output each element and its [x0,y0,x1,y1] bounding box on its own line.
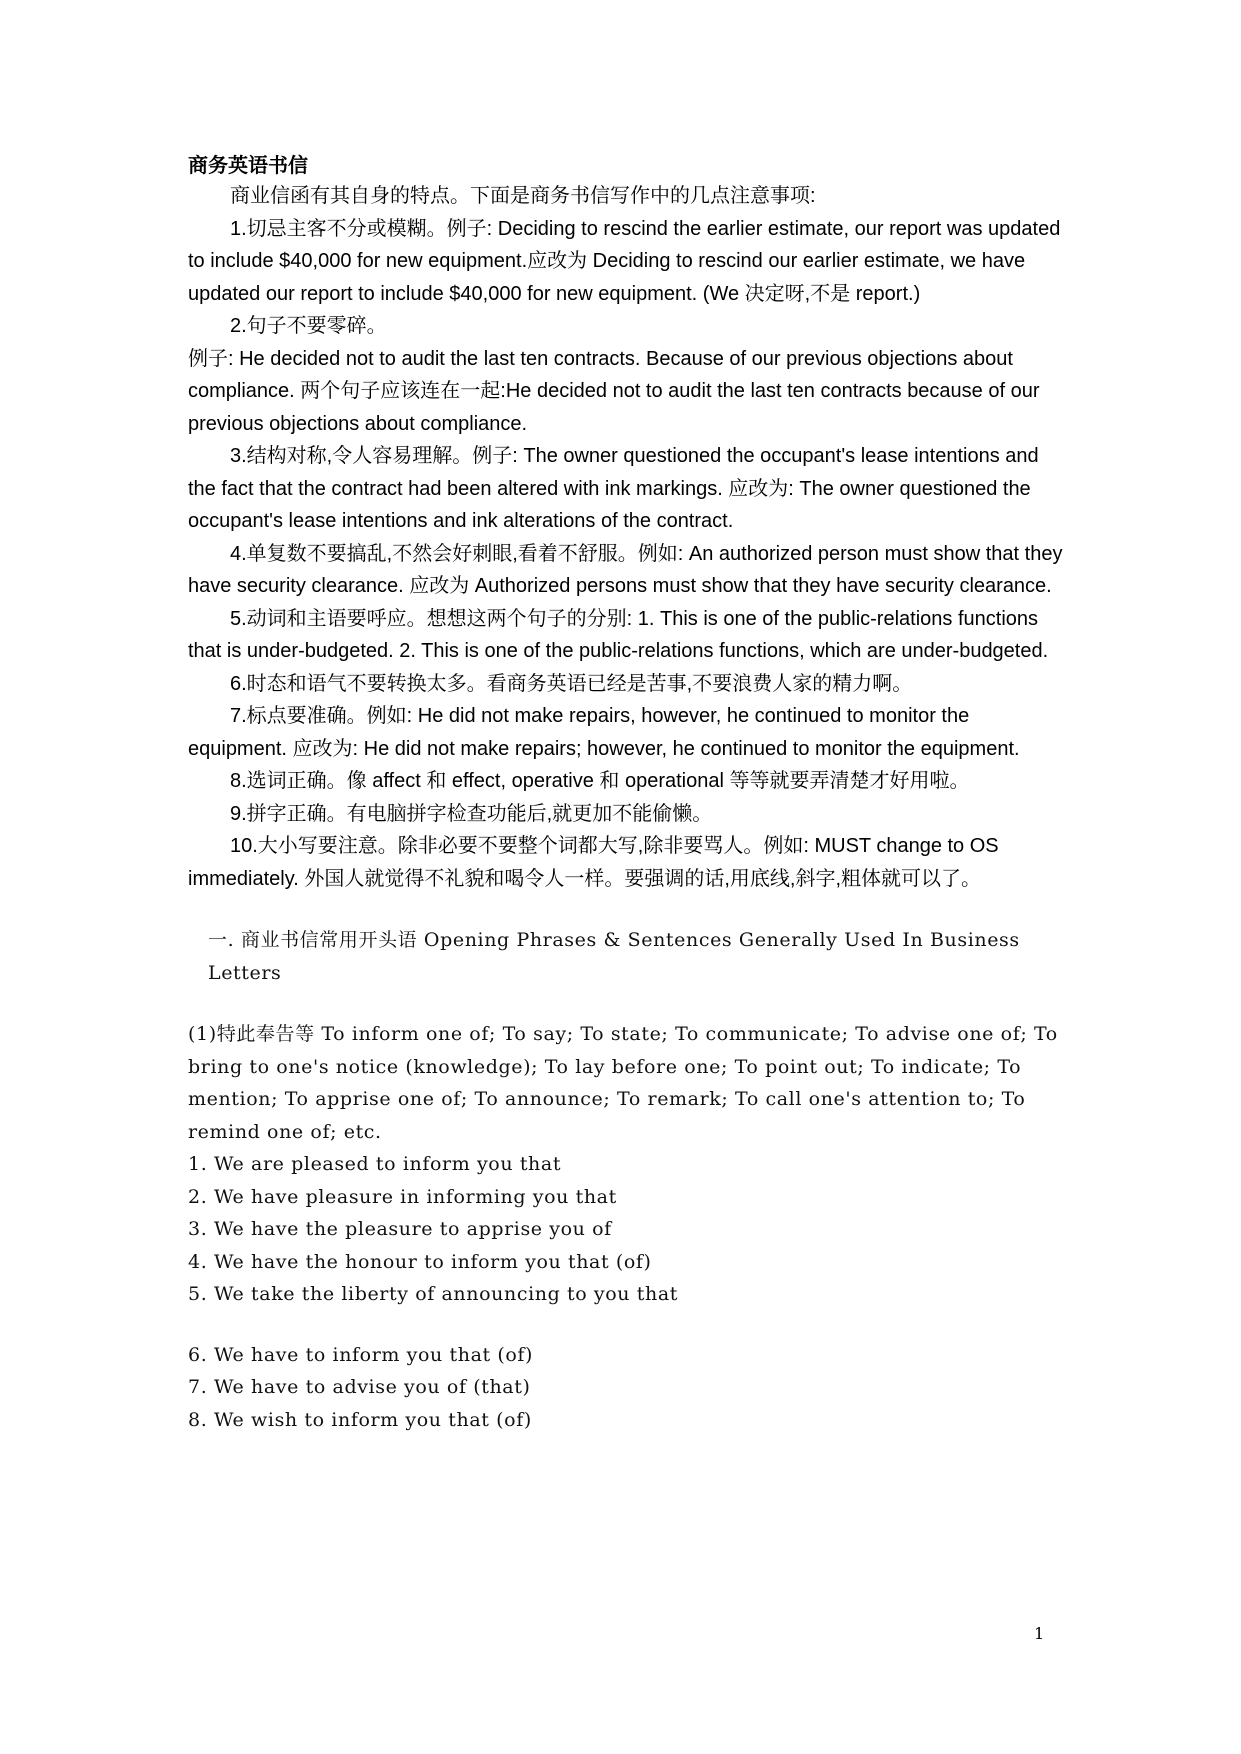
list-item: 5. We take the liberty of announcing to you that [188,1283,678,1305]
section-heading: 一. 商业书信常用开头语 Opening Phrases & Sentences Generally Used In Business Letters [208,929,1020,984]
document-title: 商务英语书信 [188,153,308,177]
note-8: 8.选词正确。像 affect 和 effect, operative 和 operational 等等就要弄清楚才好用啦。 [230,770,970,792]
note-2-example: 例子: He decided not to audit the last ten contracts. Because of our previous objections about compliance. 两个句子应该连在一起:He decided not to audit the last ten contracts because of our previous objections about compliance. [188,347,1040,435]
note-3: 3.结构对称,令人容易理解。例子: The owner questioned the occupant's lease intentions and the fact that the contract had been altered with ink markings. 应改为: The owner questioned the occupant's lease intentions and ink alterations of the contract. [188,445,1039,532]
list-item: 4. We have the honour to inform you that (of) [188,1250,652,1273]
spacer [188,1311,1068,1339]
document-body [188,150,1068,1436]
note-2: 2.句子不要零碎。 [230,315,387,337]
spacer [188,989,1068,1018]
note-1: 1.切忌主客不分或模糊。例子: Deciding to rescind the earlier estimate, our report was updated to include $40,000 for new equipment.应改为 Deciding to rescind our earlier estimate, we have updated our report to include $40,000 for new equipment. (We 决定呀,不是 report.) [188,217,1061,305]
list-item: 1. We are pleased to inform you that [188,1153,562,1175]
spacer [188,895,1068,924]
list-item: 6. We have to inform you that (of) [188,1343,534,1366]
note-6: 6.时态和语气不要转换太多。看商务英语已经是苦事,不要浪费人家的精力啊。 [230,672,913,695]
section-subheading: (1)特此奉告等 To inform one of; To say; To state; To communicate; To advise one of; To bring to one's notice (knowledge); To lay before one; To point out; To indicate; To mention; To apprise one of; To announce; To remark; To call one's attention to; To remind one of; etc. [188,1023,1058,1143]
phrase-list-a [188,1148,1068,1311]
intro-paragraph: 商业信函有其自身的特点。下面是商务书信写作中的几点注意事项: [230,185,816,207]
list-item: 3. We have the pleasure to apprise you of [188,1218,612,1240]
note-9: 9.拼字正确。有电脑拼字检查功能后,就更加不能偷懒。 [230,802,713,825]
list-item: 7. We have to advise you of (that) [188,1376,531,1398]
list-item: 8. We wish to inform you that (of) [188,1408,532,1431]
phrase-list-b [188,1339,1068,1437]
list-item: 2. We have pleasure in informing you that [188,1185,617,1208]
note-10: 10.大小写要注意。除非必要不要整个词都大写,除非要骂人。例如: MUST change to OS immediately. 外国人就觉得不礼貌和喝令人一样。要强调的话,用底线,斜字,粗体就可以了。 [188,835,999,890]
note-7: 7.标点要准确。例如: He did not make repairs, however, he continued to monitor the equipment. 应改为: He did not make repairs; however, he continued to monitor the equipment. [188,705,1020,760]
page-number: 1 [1034,1624,1045,1643]
note-5: 5.动词和主语要呼应。想想这两个句子的分别: 1. This is one of the public-relations functions that is under-budgeted. 2. This is one of the public-relations functions, which are under-budgeted. [188,607,1049,662]
note-4: 4.单复数不要搞乱,不然会好刺眼,看着不舒服。例如: An authorized person must show that they have security clearance. 应改为 Authorized persons must show that they have security clearance. [188,542,1063,597]
